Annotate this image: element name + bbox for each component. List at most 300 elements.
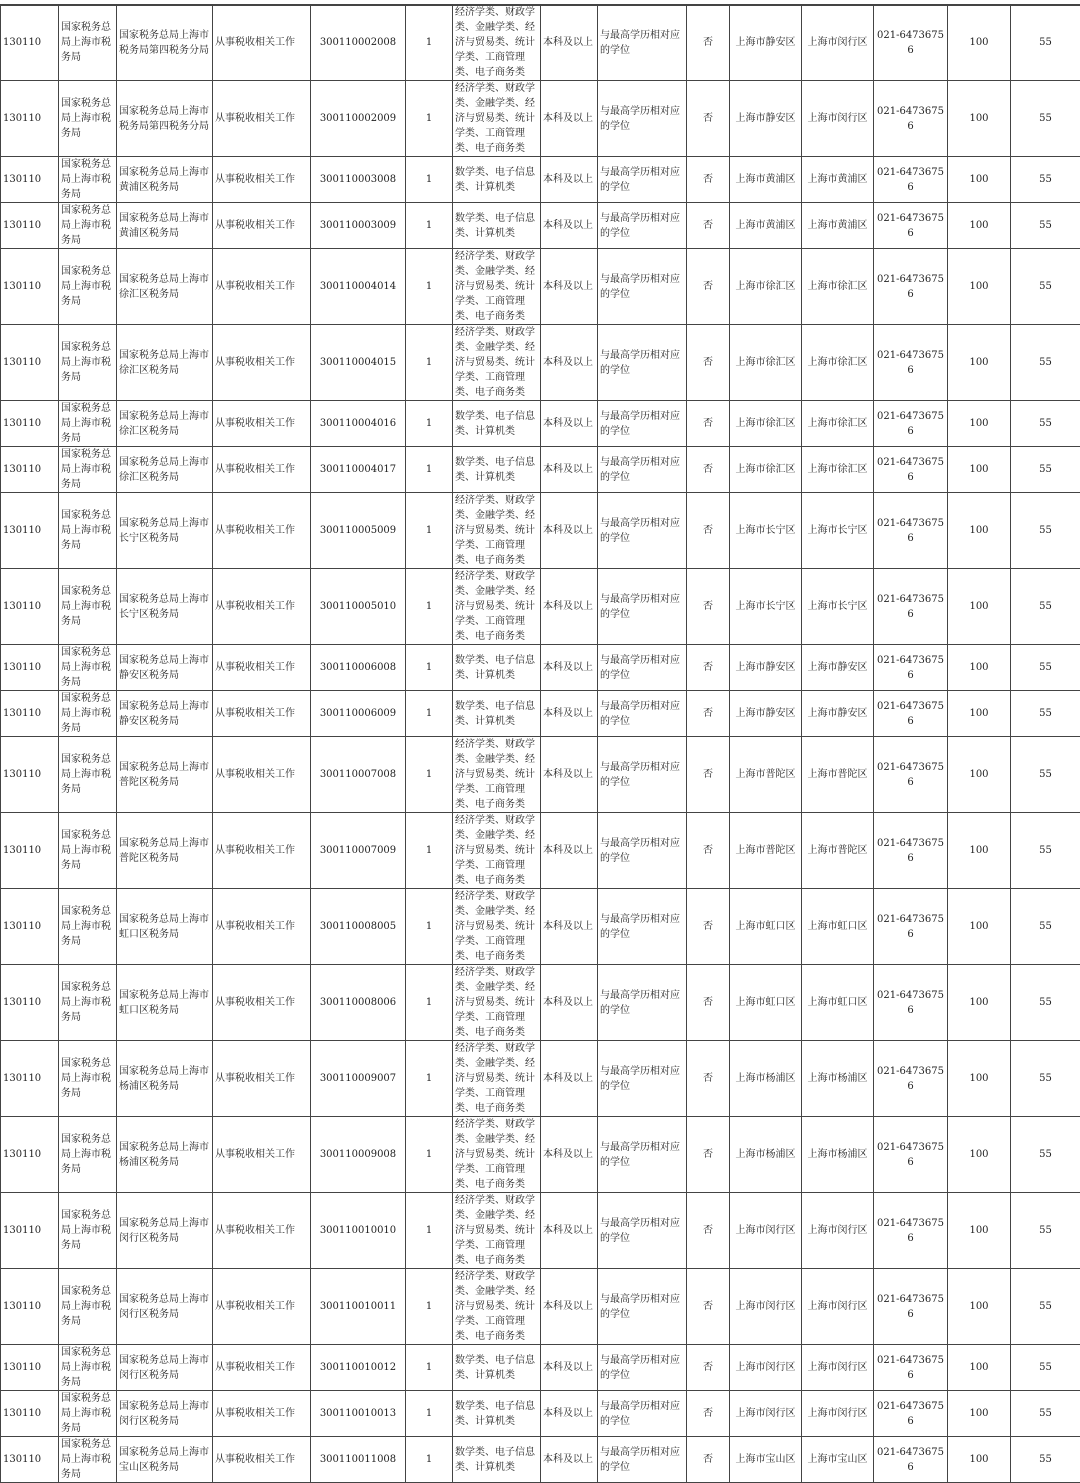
cell-work-location: 上海市黄浦区 — [730, 203, 802, 249]
cell-political-requirement: 否 — [687, 889, 730, 965]
cell-job-code: 300110004015 — [311, 325, 406, 401]
cell-job-description: 从事税收相关工作 — [213, 1269, 311, 1345]
cell-admission-ratio-score: 100 — [948, 813, 1011, 889]
cell-unit: 国家税务总局上海市静安区税务局 — [117, 691, 213, 737]
cell-code: 130110 — [1, 737, 59, 813]
cell-department: 国家税务总局上海市税务局 — [59, 691, 117, 737]
table-row — [1, 1345, 1080, 1391]
cell-phone: 021-64736756 — [874, 325, 948, 401]
cell-phone: 021-64736756 — [874, 691, 948, 737]
cell-code: 130110 — [1, 401, 59, 447]
cell-major: 数学类、电子信息类、计算机类 — [453, 203, 541, 249]
cell-admission-ratio-score: 100 — [948, 645, 1011, 691]
cell-unit: 国家税务总局上海市普陀区税务局 — [117, 737, 213, 813]
cell-code: 130110 — [1, 1041, 59, 1117]
cell-headcount: 1 — [406, 1041, 453, 1117]
cell-headcount: 1 — [406, 325, 453, 401]
cell-political-requirement: 否 — [687, 493, 730, 569]
cell-score-line: 55 — [1011, 965, 1080, 1041]
cell-department: 国家税务总局上海市税务局 — [59, 447, 117, 493]
cell-admission-ratio-score: 100 — [948, 737, 1011, 813]
cell-degree: 与最高学历相对应的学位 — [598, 1117, 687, 1193]
cell-work-location: 上海市杨浦区 — [730, 1117, 802, 1193]
cell-job-description: 从事税收相关工作 — [213, 1437, 311, 1483]
cell-major: 经济学类、财政学类、金融学类、经济与贸易类、统计学类、工商管理类、电子商务类 — [453, 569, 541, 645]
cell-job-description: 从事税收相关工作 — [213, 965, 311, 1041]
cell-education: 本科及以上 — [541, 1041, 598, 1117]
cell-education: 本科及以上 — [541, 569, 598, 645]
cell-admission-ratio-score: 100 — [948, 1391, 1011, 1437]
cell-headcount: 1 — [406, 1437, 453, 1483]
cell-political-requirement: 否 — [687, 1269, 730, 1345]
table-row — [1, 81, 1080, 157]
cell-major: 经济学类、财政学类、金融学类、经济与贸易类、统计学类、工商管理类、电子商务类 — [453, 1193, 541, 1269]
cell-job-code: 300110010011 — [311, 1269, 406, 1345]
cell-admission-ratio-score: 100 — [948, 965, 1011, 1041]
cell-score-line: 55 — [1011, 325, 1080, 401]
cell-work-location: 上海市普陀区 — [730, 737, 802, 813]
cell-code: 130110 — [1, 203, 59, 249]
cell-code: 130110 — [1, 965, 59, 1041]
cell-code: 130110 — [1, 1391, 59, 1437]
cell-code: 130110 — [1, 157, 59, 203]
cell-code: 130110 — [1, 325, 59, 401]
cell-department: 国家税务总局上海市税务局 — [59, 645, 117, 691]
cell-degree: 与最高学历相对应的学位 — [598, 889, 687, 965]
table-row — [1, 493, 1080, 569]
cell-job-code: 300110004016 — [311, 401, 406, 447]
table-row — [1, 965, 1080, 1041]
cell-headcount: 1 — [406, 965, 453, 1041]
cell-unit: 国家税务总局上海市闵行区税务局 — [117, 1269, 213, 1345]
cell-score-line: 55 — [1011, 249, 1080, 325]
cell-job-description: 从事税收相关工作 — [213, 325, 311, 401]
cell-degree: 与最高学历相对应的学位 — [598, 1391, 687, 1437]
cell-code: 130110 — [1, 569, 59, 645]
cell-department: 国家税务总局上海市税务局 — [59, 1391, 117, 1437]
cell-job-description: 从事税收相关工作 — [213, 157, 311, 203]
cell-department: 国家税务总局上海市税务局 — [59, 249, 117, 325]
table-row — [1, 645, 1080, 691]
cell-headcount: 1 — [406, 889, 453, 965]
cell-phone: 021-64736756 — [874, 1437, 948, 1483]
cell-code: 130110 — [1, 81, 59, 157]
cell-registration-location: 上海市宝山区 — [802, 1437, 874, 1483]
cell-score-line: 55 — [1011, 447, 1080, 493]
cell-major: 经济学类、财政学类、金融学类、经济与贸易类、统计学类、工商管理类、电子商务类 — [453, 1117, 541, 1193]
cell-headcount: 1 — [406, 249, 453, 325]
cell-phone: 021-64736756 — [874, 81, 948, 157]
cell-work-location: 上海市静安区 — [730, 691, 802, 737]
cell-political-requirement: 否 — [687, 81, 730, 157]
cell-department: 国家税务总局上海市税务局 — [59, 889, 117, 965]
cell-department: 国家税务总局上海市税务局 — [59, 965, 117, 1041]
cell-degree: 与最高学历相对应的学位 — [598, 645, 687, 691]
cell-unit: 国家税务总局上海市虹口区税务局 — [117, 889, 213, 965]
cell-score-line: 55 — [1011, 1041, 1080, 1117]
cell-education: 本科及以上 — [541, 249, 598, 325]
table-row — [1, 1117, 1080, 1193]
cell-phone: 021-64736756 — [874, 889, 948, 965]
cell-job-code: 300110009008 — [311, 1117, 406, 1193]
cell-phone: 021-64736756 — [874, 203, 948, 249]
cell-job-description: 从事税收相关工作 — [213, 401, 311, 447]
table-row — [1, 203, 1080, 249]
cell-work-location: 上海市徐汇区 — [730, 401, 802, 447]
cell-registration-location: 上海市闵行区 — [802, 1193, 874, 1269]
cell-headcount: 1 — [406, 1269, 453, 1345]
cell-registration-location: 上海市徐汇区 — [802, 447, 874, 493]
table-row — [1, 325, 1080, 401]
cell-registration-location: 上海市闵行区 — [802, 81, 874, 157]
cell-unit: 国家税务总局上海市闵行区税务局 — [117, 1345, 213, 1391]
cell-degree: 与最高学历相对应的学位 — [598, 81, 687, 157]
table-row — [1, 889, 1080, 965]
cell-admission-ratio-score: 100 — [948, 569, 1011, 645]
cell-admission-ratio-score: 100 — [948, 157, 1011, 203]
cell-major: 数学类、电子信息类、计算机类 — [453, 645, 541, 691]
cell-phone: 021-64736756 — [874, 965, 948, 1041]
cell-department: 国家税务总局上海市税务局 — [59, 5, 117, 81]
cell-registration-location: 上海市黄浦区 — [802, 203, 874, 249]
cell-education: 本科及以上 — [541, 401, 598, 447]
cell-phone: 021-64736756 — [874, 1117, 948, 1193]
cell-admission-ratio-score: 100 — [948, 447, 1011, 493]
cell-degree: 与最高学历相对应的学位 — [598, 249, 687, 325]
cell-department: 国家税务总局上海市税务局 — [59, 737, 117, 813]
table-body — [1, 5, 1080, 1483]
cell-score-line: 55 — [1011, 1345, 1080, 1391]
cell-phone: 021-64736756 — [874, 157, 948, 203]
cell-score-line: 55 — [1011, 5, 1080, 81]
cell-work-location: 上海市宝山区 — [730, 1437, 802, 1483]
cell-political-requirement: 否 — [687, 249, 730, 325]
cell-job-code: 300110010010 — [311, 1193, 406, 1269]
cell-unit: 国家税务总局上海市杨浦区税务局 — [117, 1041, 213, 1117]
cell-job-code: 300110009007 — [311, 1041, 406, 1117]
cell-score-line: 55 — [1011, 1269, 1080, 1345]
cell-department: 国家税务总局上海市税务局 — [59, 1193, 117, 1269]
cell-unit: 国家税务总局上海市长宁区税务局 — [117, 493, 213, 569]
cell-job-code: 300110006009 — [311, 691, 406, 737]
cell-code: 130110 — [1, 691, 59, 737]
cell-unit: 国家税务总局上海市黄浦区税务局 — [117, 157, 213, 203]
cell-job-code: 300110008005 — [311, 889, 406, 965]
cell-job-code: 300110002008 — [311, 5, 406, 81]
cell-admission-ratio-score: 100 — [948, 1269, 1011, 1345]
cell-registration-location: 上海市杨浦区 — [802, 1117, 874, 1193]
cell-job-code: 300110010012 — [311, 1345, 406, 1391]
cell-major: 经济学类、财政学类、金融学类、经济与贸易类、统计学类、工商管理类、电子商务类 — [453, 5, 541, 81]
cell-major: 数学类、电子信息类、计算机类 — [453, 401, 541, 447]
cell-score-line: 55 — [1011, 203, 1080, 249]
cell-unit: 国家税务总局上海市徐汇区税务局 — [117, 401, 213, 447]
cell-job-code: 300110008006 — [311, 965, 406, 1041]
cell-degree: 与最高学历相对应的学位 — [598, 1193, 687, 1269]
cell-registration-location: 上海市普陀区 — [802, 737, 874, 813]
cell-phone: 021-64736756 — [874, 569, 948, 645]
cell-degree: 与最高学历相对应的学位 — [598, 203, 687, 249]
cell-department: 国家税务总局上海市税务局 — [59, 813, 117, 889]
cell-work-location: 上海市闵行区 — [730, 1193, 802, 1269]
cell-political-requirement: 否 — [687, 813, 730, 889]
cell-education: 本科及以上 — [541, 889, 598, 965]
cell-degree: 与最高学历相对应的学位 — [598, 157, 687, 203]
cell-major: 经济学类、财政学类、金融学类、经济与贸易类、统计学类、工商管理类、电子商务类 — [453, 1041, 541, 1117]
cell-work-location: 上海市徐汇区 — [730, 447, 802, 493]
cell-degree: 与最高学历相对应的学位 — [598, 493, 687, 569]
cell-registration-location: 上海市长宁区 — [802, 569, 874, 645]
cell-job-description: 从事税收相关工作 — [213, 493, 311, 569]
cell-job-description: 从事税收相关工作 — [213, 1117, 311, 1193]
table-row — [1, 813, 1080, 889]
cell-major: 经济学类、财政学类、金融学类、经济与贸易类、统计学类、工商管理类、电子商务类 — [453, 249, 541, 325]
cell-registration-location: 上海市闵行区 — [802, 1269, 874, 1345]
cell-education: 本科及以上 — [541, 493, 598, 569]
cell-headcount: 1 — [406, 1391, 453, 1437]
cell-job-description: 从事税收相关工作 — [213, 691, 311, 737]
cell-job-code: 300110006008 — [311, 645, 406, 691]
cell-headcount: 1 — [406, 493, 453, 569]
cell-phone: 021-64736756 — [874, 1345, 948, 1391]
cell-department: 国家税务总局上海市税务局 — [59, 493, 117, 569]
cell-job-code: 300110004017 — [311, 447, 406, 493]
cell-admission-ratio-score: 100 — [948, 1041, 1011, 1117]
cell-headcount: 1 — [406, 401, 453, 447]
job-listing-table — [0, 4, 1080, 1483]
cell-unit: 国家税务总局上海市静安区税务局 — [117, 645, 213, 691]
cell-job-description: 从事税收相关工作 — [213, 1041, 311, 1117]
cell-phone: 021-64736756 — [874, 5, 948, 81]
table-row — [1, 5, 1080, 81]
cell-registration-location: 上海市静安区 — [802, 645, 874, 691]
cell-major: 数学类、电子信息类、计算机类 — [453, 1345, 541, 1391]
cell-major: 经济学类、财政学类、金融学类、经济与贸易类、统计学类、工商管理类、电子商务类 — [453, 965, 541, 1041]
cell-phone: 021-64736756 — [874, 493, 948, 569]
cell-job-description: 从事税收相关工作 — [213, 569, 311, 645]
cell-admission-ratio-score: 100 — [948, 81, 1011, 157]
cell-education: 本科及以上 — [541, 203, 598, 249]
cell-unit: 国家税务总局上海市徐汇区税务局 — [117, 249, 213, 325]
cell-political-requirement: 否 — [687, 1345, 730, 1391]
cell-admission-ratio-score: 100 — [948, 401, 1011, 447]
cell-degree: 与最高学历相对应的学位 — [598, 447, 687, 493]
cell-education: 本科及以上 — [541, 5, 598, 81]
table-row — [1, 447, 1080, 493]
cell-unit: 国家税务总局上海市虹口区税务局 — [117, 965, 213, 1041]
cell-code: 130110 — [1, 813, 59, 889]
cell-major: 数学类、电子信息类、计算机类 — [453, 1437, 541, 1483]
cell-score-line: 55 — [1011, 691, 1080, 737]
cell-political-requirement: 否 — [687, 157, 730, 203]
cell-admission-ratio-score: 100 — [948, 493, 1011, 569]
cell-score-line: 55 — [1011, 1391, 1080, 1437]
cell-phone: 021-64736756 — [874, 401, 948, 447]
table-row — [1, 1269, 1080, 1345]
cell-education: 本科及以上 — [541, 325, 598, 401]
cell-work-location: 上海市闵行区 — [730, 1391, 802, 1437]
cell-phone: 021-64736756 — [874, 249, 948, 325]
cell-work-location: 上海市虹口区 — [730, 889, 802, 965]
cell-degree: 与最高学历相对应的学位 — [598, 1269, 687, 1345]
cell-code: 130110 — [1, 249, 59, 325]
cell-score-line: 55 — [1011, 1117, 1080, 1193]
cell-score-line: 55 — [1011, 1437, 1080, 1483]
cell-code: 130110 — [1, 889, 59, 965]
cell-unit: 国家税务总局上海市徐汇区税务局 — [117, 325, 213, 401]
table-row — [1, 737, 1080, 813]
cell-work-location: 上海市闵行区 — [730, 1269, 802, 1345]
cell-headcount: 1 — [406, 157, 453, 203]
cell-department: 国家税务总局上海市税务局 — [59, 1041, 117, 1117]
cell-phone: 021-64736756 — [874, 447, 948, 493]
cell-unit: 国家税务总局上海市徐汇区税务局 — [117, 447, 213, 493]
cell-code: 130110 — [1, 1117, 59, 1193]
cell-registration-location: 上海市杨浦区 — [802, 1041, 874, 1117]
cell-political-requirement: 否 — [687, 5, 730, 81]
cell-headcount: 1 — [406, 5, 453, 81]
cell-department: 国家税务总局上海市税务局 — [59, 1437, 117, 1483]
cell-registration-location: 上海市闵行区 — [802, 5, 874, 81]
cell-degree: 与最高学历相对应的学位 — [598, 813, 687, 889]
cell-work-location: 上海市黄浦区 — [730, 157, 802, 203]
cell-unit: 国家税务总局上海市税务局第四税务分局 — [117, 5, 213, 81]
cell-job-description: 从事税收相关工作 — [213, 1391, 311, 1437]
cell-headcount: 1 — [406, 1117, 453, 1193]
cell-score-line: 55 — [1011, 813, 1080, 889]
cell-unit: 国家税务总局上海市杨浦区税务局 — [117, 1117, 213, 1193]
cell-job-code: 300110005010 — [311, 569, 406, 645]
cell-registration-location: 上海市长宁区 — [802, 493, 874, 569]
cell-political-requirement: 否 — [687, 1193, 730, 1269]
cell-education: 本科及以上 — [541, 645, 598, 691]
cell-registration-location: 上海市静安区 — [802, 691, 874, 737]
cell-headcount: 1 — [406, 737, 453, 813]
cell-job-code: 300110010013 — [311, 1391, 406, 1437]
cell-phone: 021-64736756 — [874, 1193, 948, 1269]
cell-department: 国家税务总局上海市税务局 — [59, 569, 117, 645]
cell-headcount: 1 — [406, 1345, 453, 1391]
cell-degree: 与最高学历相对应的学位 — [598, 1041, 687, 1117]
cell-education: 本科及以上 — [541, 1437, 598, 1483]
cell-education: 本科及以上 — [541, 1193, 598, 1269]
table-row — [1, 691, 1080, 737]
cell-department: 国家税务总局上海市税务局 — [59, 1117, 117, 1193]
cell-unit: 国家税务总局上海市宝山区税务局 — [117, 1437, 213, 1483]
cell-unit: 国家税务总局上海市税务局第四税务分局 — [117, 81, 213, 157]
cell-department: 国家税务总局上海市税务局 — [59, 203, 117, 249]
cell-registration-location: 上海市普陀区 — [802, 813, 874, 889]
cell-score-line: 55 — [1011, 1193, 1080, 1269]
cell-code: 130110 — [1, 1193, 59, 1269]
cell-score-line: 55 — [1011, 569, 1080, 645]
cell-score-line: 55 — [1011, 157, 1080, 203]
cell-political-requirement: 否 — [687, 645, 730, 691]
cell-education: 本科及以上 — [541, 1391, 598, 1437]
cell-admission-ratio-score: 100 — [948, 691, 1011, 737]
cell-work-location: 上海市长宁区 — [730, 569, 802, 645]
cell-admission-ratio-score: 100 — [948, 889, 1011, 965]
cell-political-requirement: 否 — [687, 1117, 730, 1193]
cell-job-code: 300110003008 — [311, 157, 406, 203]
cell-department: 国家税务总局上海市税务局 — [59, 325, 117, 401]
cell-code: 130110 — [1, 1345, 59, 1391]
cell-phone: 021-64736756 — [874, 1391, 948, 1437]
cell-headcount: 1 — [406, 447, 453, 493]
cell-work-location: 上海市普陀区 — [730, 813, 802, 889]
cell-education: 本科及以上 — [541, 81, 598, 157]
cell-admission-ratio-score: 100 — [948, 5, 1011, 81]
cell-headcount: 1 — [406, 1193, 453, 1269]
cell-headcount: 1 — [406, 813, 453, 889]
table-row — [1, 1437, 1080, 1483]
cell-headcount: 1 — [406, 203, 453, 249]
cell-headcount: 1 — [406, 569, 453, 645]
cell-work-location: 上海市杨浦区 — [730, 1041, 802, 1117]
cell-score-line: 55 — [1011, 493, 1080, 569]
cell-score-line: 55 — [1011, 81, 1080, 157]
table-row — [1, 1193, 1080, 1269]
cell-work-location: 上海市闵行区 — [730, 1345, 802, 1391]
cell-major: 经济学类、财政学类、金融学类、经济与贸易类、统计学类、工商管理类、电子商务类 — [453, 737, 541, 813]
cell-job-description: 从事税收相关工作 — [213, 813, 311, 889]
cell-admission-ratio-score: 100 — [948, 1437, 1011, 1483]
cell-department: 国家税务总局上海市税务局 — [59, 1345, 117, 1391]
cell-score-line: 55 — [1011, 645, 1080, 691]
cell-phone: 021-64736756 — [874, 1041, 948, 1117]
cell-job-description: 从事税收相关工作 — [213, 81, 311, 157]
cell-code: 130110 — [1, 5, 59, 81]
cell-admission-ratio-score: 100 — [948, 325, 1011, 401]
cell-major: 数学类、电子信息类、计算机类 — [453, 691, 541, 737]
cell-political-requirement: 否 — [687, 325, 730, 401]
cell-political-requirement: 否 — [687, 691, 730, 737]
cell-job-code: 300110005009 — [311, 493, 406, 569]
cell-education: 本科及以上 — [541, 157, 598, 203]
cell-phone: 021-64736756 — [874, 813, 948, 889]
cell-work-location: 上海市静安区 — [730, 5, 802, 81]
cell-political-requirement: 否 — [687, 1437, 730, 1483]
table-row — [1, 249, 1080, 325]
cell-major: 数学类、电子信息类、计算机类 — [453, 1391, 541, 1437]
cell-political-requirement: 否 — [687, 401, 730, 447]
cell-job-description: 从事税收相关工作 — [213, 645, 311, 691]
cell-unit: 国家税务总局上海市长宁区税务局 — [117, 569, 213, 645]
cell-job-description: 从事税收相关工作 — [213, 1193, 311, 1269]
cell-major: 经济学类、财政学类、金融学类、经济与贸易类、统计学类、工商管理类、电子商务类 — [453, 81, 541, 157]
cell-registration-location: 上海市虹口区 — [802, 965, 874, 1041]
cell-political-requirement: 否 — [687, 569, 730, 645]
cell-phone: 021-64736756 — [874, 645, 948, 691]
cell-department: 国家税务总局上海市税务局 — [59, 1269, 117, 1345]
cell-unit: 国家税务总局上海市普陀区税务局 — [117, 813, 213, 889]
cell-degree: 与最高学历相对应的学位 — [598, 5, 687, 81]
cell-code: 130110 — [1, 1437, 59, 1483]
cell-admission-ratio-score: 100 — [948, 1117, 1011, 1193]
cell-job-description: 从事税收相关工作 — [213, 249, 311, 325]
cell-degree: 与最高学历相对应的学位 — [598, 737, 687, 813]
cell-degree: 与最高学历相对应的学位 — [598, 965, 687, 1041]
cell-job-description: 从事税收相关工作 — [213, 447, 311, 493]
cell-education: 本科及以上 — [541, 813, 598, 889]
cell-registration-location: 上海市虹口区 — [802, 889, 874, 965]
cell-score-line: 55 — [1011, 737, 1080, 813]
cell-job-description: 从事税收相关工作 — [213, 889, 311, 965]
cell-score-line: 55 — [1011, 889, 1080, 965]
cell-headcount: 1 — [406, 691, 453, 737]
cell-job-code: 300110011008 — [311, 1437, 406, 1483]
cell-political-requirement: 否 — [687, 447, 730, 493]
